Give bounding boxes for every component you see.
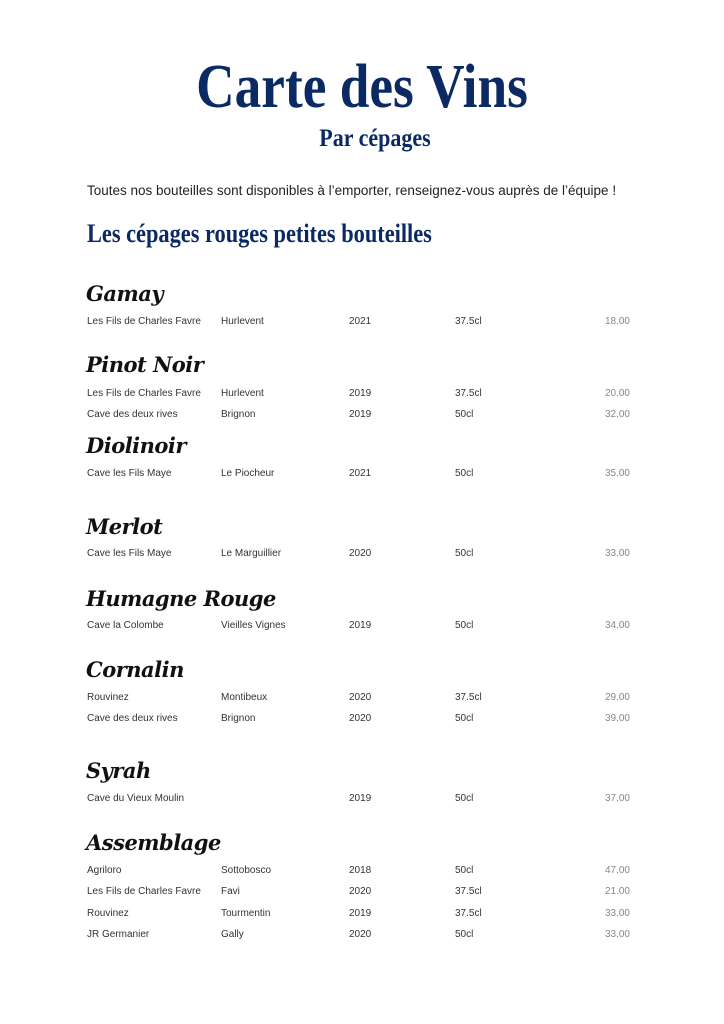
wine-row [0,713,724,729]
wine-cuvee: Gally [221,929,244,940]
wine-row [0,793,724,809]
wine-volume: 37.5cl [455,388,482,399]
wine-volume: 50cl [455,620,474,631]
wine-row [0,886,724,902]
wine-volume: 50cl [455,793,474,804]
wine-cuvee: Sottobosco [221,865,272,876]
wine-row [0,468,724,484]
wine-volume: 50cl [455,713,474,724]
cepage-heading: Merlot [86,514,163,539]
wine-price: 29.00 [604,692,630,703]
wine-producer: Cave des deux rives [87,713,178,724]
wine-year: 2020 [349,886,372,897]
wine-producer: JR Germanier [87,929,150,940]
wine-producer: Les Fils de Charles Favre [87,316,201,327]
wine-volume: 50cl [455,865,474,876]
wine-cuvee: Le Marguillier [221,548,282,559]
wine-price: 33.00 [604,929,630,940]
wine-producer: Agriloro [87,865,122,876]
wine-row [0,865,724,881]
wine-price: 18.00 [604,316,630,327]
wine-price: 21.00 [604,886,630,897]
cepage-heading: Syrah [86,758,151,783]
wine-year: 2020 [349,713,372,724]
wine-year: 2019 [349,908,372,919]
cepage-heading: Pinot Noir [86,352,204,377]
wine-cuvee: Favi [221,886,240,897]
section-title: Les cépages rouges petites bouteilles [87,219,432,248]
wine-producer: Rouvinez [87,692,129,703]
wine-cuvee: Montibeux [221,692,268,703]
wine-producer: Cave les Fils Maye [87,548,172,559]
wine-year: 2021 [349,468,372,479]
wine-price: 39.00 [604,713,630,724]
wine-price: 33.00 [604,908,630,919]
wine-row [0,692,724,708]
wine-volume: 37.5cl [455,316,482,327]
page-subtitle: Par cépages [319,125,431,152]
intro-text: Toutes nos bouteilles sont disponibles à l’emporter, renseignez-vous auprès de l’équipe ! [87,183,617,198]
wine-year: 2019 [349,409,372,420]
wine-producer: Cave du Vieux Moulin [87,793,185,804]
wine-price: 35.00 [604,468,630,479]
wine-year: 2021 [349,316,372,327]
wine-cuvee: Brignon [221,409,256,420]
wine-producer: Rouvinez [87,908,129,919]
wine-row [0,316,724,332]
cepage-heading: Assemblage [86,830,221,855]
wine-price: 37.00 [604,793,630,804]
wine-year: 2019 [349,388,372,399]
wine-volume: 50cl [455,468,474,479]
cepage-heading: Gamay [86,281,164,306]
wine-year: 2019 [349,620,372,631]
cepage-heading: Diolinoir [86,433,186,458]
page-title: Carte des Vins [196,53,528,121]
wine-year: 2020 [349,692,372,703]
wine-cuvee: Hurlevent [221,388,264,399]
wine-volume: 37.5cl [455,886,482,897]
wine-volume: 50cl [455,409,474,420]
wine-volume: 50cl [455,929,474,940]
wine-row [0,929,724,945]
wine-volume: 37.5cl [455,908,482,919]
wine-price: 32.00 [604,409,630,420]
wine-cuvee: Brignon [221,713,256,724]
wine-cuvee: Le Piocheur [221,468,275,479]
wine-price: 34.00 [604,620,630,631]
wine-producer: Cave les Fils Maye [87,468,172,479]
wine-producer: Les Fils de Charles Favre [87,388,201,399]
wine-volume: 50cl [455,548,474,559]
cepage-heading: Humagne Rouge [86,586,276,611]
wine-row [0,548,724,564]
wine-price: 47.00 [604,865,630,876]
wine-row [0,409,724,425]
wine-row [0,908,724,924]
wine-producer: Cave la Colombe [87,620,164,631]
wine-producer: Les Fils de Charles Favre [87,886,201,897]
wine-volume: 37.5cl [455,692,482,703]
wine-cuvee: Tourmentin [221,908,271,919]
wine-row [0,388,724,404]
wine-year: 2018 [349,865,372,876]
cepage-heading: Cornalin [86,657,184,682]
wine-price: 33.00 [604,548,630,559]
wine-cuvee: Hurlevent [221,316,264,327]
wine-row [0,620,724,636]
wine-producer: Cave des deux rives [87,409,178,420]
wine-year: 2020 [349,929,372,940]
wine-cuvee: Vieilles Vignes [221,620,286,631]
wine-year: 2019 [349,793,372,804]
wine-year: 2020 [349,548,372,559]
wine-price: 20.00 [604,388,630,399]
